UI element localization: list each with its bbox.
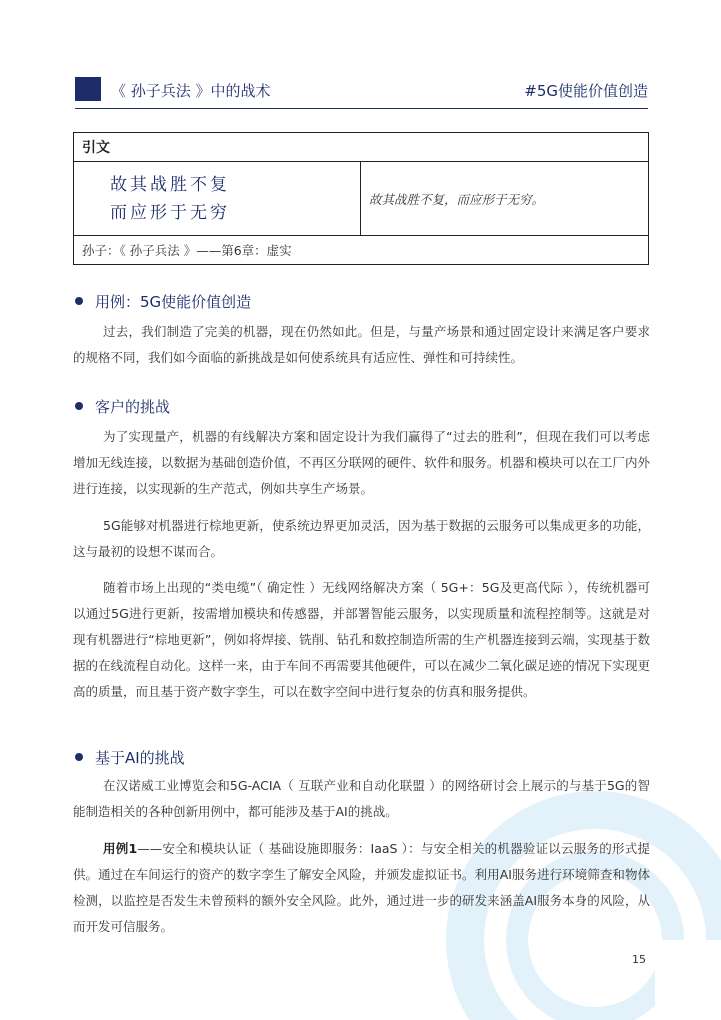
section-use-case-title xyxy=(75,291,251,312)
paragraph-customer-1: 为了实现量产，机器的有线解决方案和固定设计为我们赢得了“过去的胜利”，但现在我们可以考虑增加无线连接，以数据为基础创造价值，不再区分联网的硬件、软件和服务。机器和模块可以在工厂内外进行连接，以实现新的生产范式，例如共享生产场景。 xyxy=(73,429,650,496)
section-title-text: 基于AI的挑战 xyxy=(95,749,185,767)
paragraph-ai-1: 在汉诺威工业博览会和5G-ACIA（ 互联产业和自动化联盟 ）的网络研讨会上展示的与基于5G的智能制造相关的各种创新用例中，都可能涉及基于AI的挑战。 xyxy=(73,778,650,819)
header-square-mark xyxy=(75,77,101,101)
paragraph-customer-2: 5G能够对机器进行棕地更新，使系统边界更加灵活，因为基于数据的云服务可以集成更多的功能，这与最初的设想不谋而合。 xyxy=(73,518,650,559)
header-tag: #5G使能价值创造 xyxy=(524,82,648,100)
quote-heading: 引文 xyxy=(74,133,649,162)
bullet-icon xyxy=(75,297,83,305)
header-title: 《 孙子兵法 》中的战术 xyxy=(111,82,271,100)
quote-source: 孙子：《 孙子兵法 》——第6章：虚实 xyxy=(74,236,649,265)
quote-original xyxy=(74,162,361,236)
section-title-text: 客户的挑战 xyxy=(95,398,171,416)
quote-original-line2: 而应形于无穷 xyxy=(110,202,230,223)
section-customer-title xyxy=(75,396,170,417)
use-case-1-body: ——安全和模块认证（ 基础设施即服务：IaaS ）：与安全相关的机器验证以云服务的形式提供。通过在车间运行的资产的数字孪生了解安全风险，并颁发虚拟证书。利用AI服务进行环境筛查和物体检测，以监控是否发生未曾预料的额外安全风险。此外，通过进一步的研发来涵盖AI服务本身的风险，从而开发可信服务。 xyxy=(73,841,651,934)
section-title-text: 用例：5G使能价值创造 xyxy=(95,293,252,311)
bullet-icon xyxy=(75,753,83,761)
use-case-1-label: 用例1 xyxy=(103,841,138,856)
quote-translation: 故其战胜不复，而应形于无穷。 xyxy=(361,162,649,236)
quote-original-line1: 故其战胜不复 xyxy=(110,174,230,195)
quote-table xyxy=(73,132,649,265)
section-ai-title xyxy=(75,747,185,768)
paragraph-ai-2 xyxy=(73,836,650,940)
bullet-icon xyxy=(75,402,83,410)
page-number: 15 xyxy=(632,953,646,966)
paragraph-use-case-1: 过去，我们制造了完美的机器，现在仍然如此。但是，与量产场景和通过固定设计来满足客户要求的规格不同，我们如今面临的新挑战是如何使系统具有适应性、弹性和可持续性。 xyxy=(73,324,650,365)
paragraph-customer-3: 随着市场上出现的“类电缆”（ 确定性 ）无线网络解决方案（ 5G+：5G及更高代际 ），传统机器可以通过5G进行更新，按需增加模块和传感器，并部署智能云服务，以实现质量和流程控制等。这就是对现有机器进行“棕地更新”，例如将焊接、铣削、钻孔和数控制造所需的生产机器连接到云端，实现基于数据的在线流程自动化。这样一来，由于车间不再需要其他硬件，可以在减少二氧化碳足迹的情况下实现更高的质量，而且基于资产数字孪生，可以在数字空间中进行复杂的仿真和服务提供。 xyxy=(73,580,650,699)
page-header xyxy=(75,75,648,109)
